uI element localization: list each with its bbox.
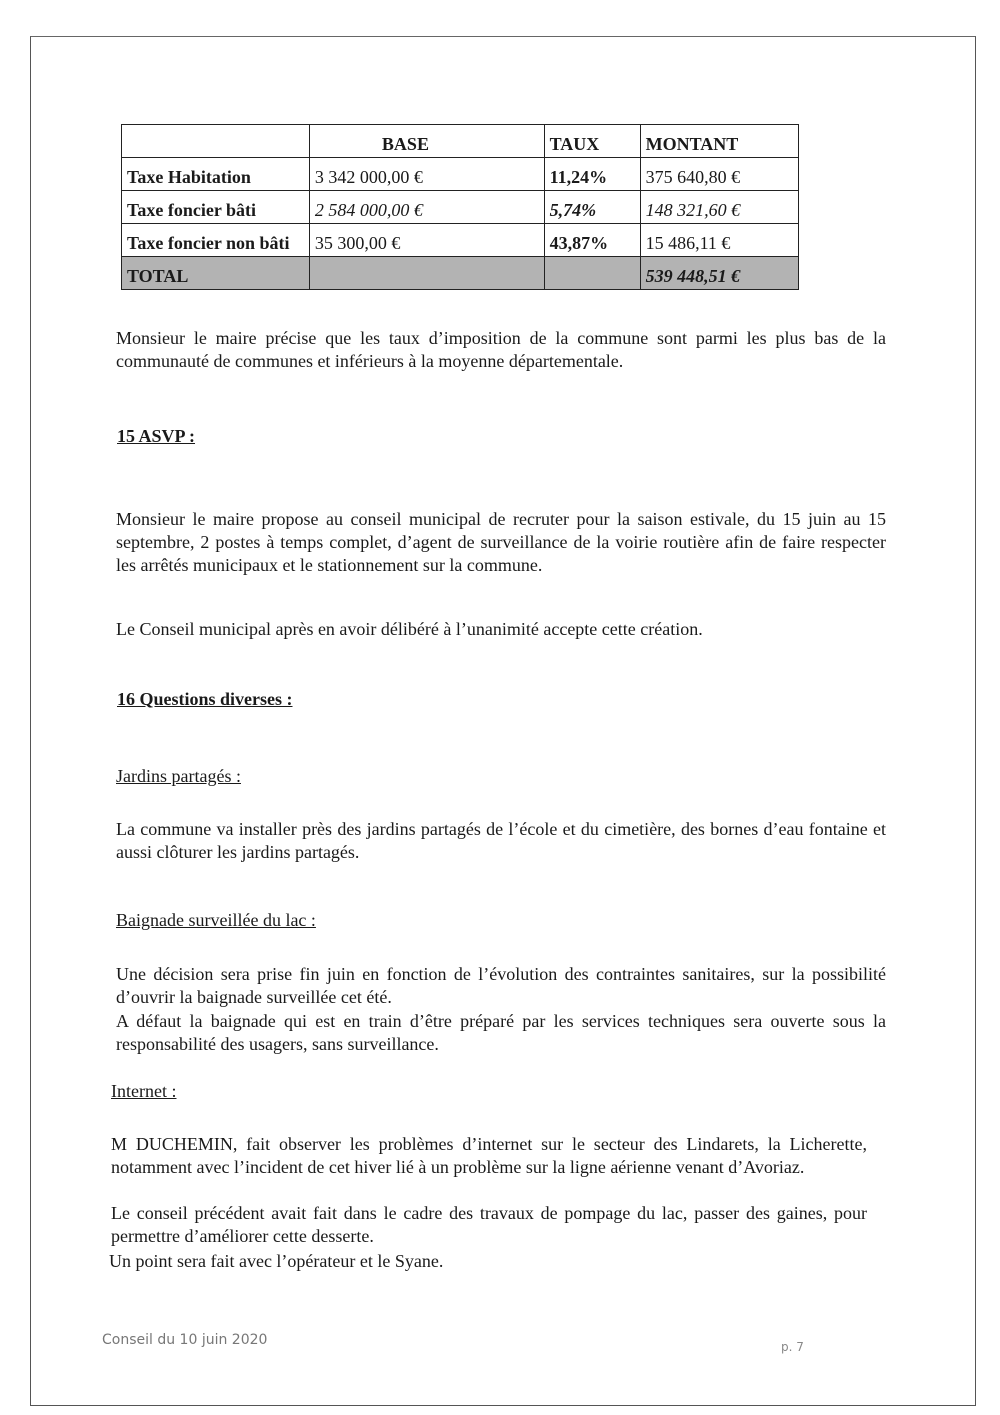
baignade-paragraph-1: Une décision sera prise fin juin en fonction de l’évolution des contraintes sanitaires, sur la possibilité d’ouvrir la baignade surveillée cet été.: [116, 964, 886, 1007]
table-row: [122, 224, 799, 257]
internet-heading: Internet :: [111, 1081, 177, 1101]
internet-paragraph-1: M DUCHEMIN, fait observer les problèmes d’internet sur le secteur des Lindarets, la Licherette, notamment avec l’incident de cet hiver lié à un problème sur la ligne aérienne venant d’Avoriaz.: [111, 1134, 867, 1177]
table-row: [122, 158, 799, 191]
row-label: Taxe foncier bâti: [122, 191, 310, 224]
header-taux: TAUX: [544, 125, 640, 158]
row-label: Taxe foncier non bâti: [122, 224, 310, 257]
total-label: TOTAL: [122, 257, 310, 290]
asvp-paragraph: Monsieur le maire propose au conseil municipal de recruter pour la saison estivale, du 15 juin au 15 septembre, 2 postes à temps complet, d’agent de surveillance de la voirie routière afin de faire respecter les arrêtés municipaux et le stationnement sur la commune.: [116, 509, 886, 575]
row-base: 3 342 000,00 €: [309, 158, 544, 191]
jardins-paragraph: La commune va installer près des jardins partagés de l’école et du cimetière, des bornes d’eau fontaine et aussi clôturer les jardins partagés.: [116, 819, 886, 862]
header-empty: [122, 125, 310, 158]
table-header-row: [122, 125, 799, 158]
jardins-heading: Jardins partagés :: [116, 766, 241, 786]
table-row: [122, 191, 799, 224]
row-montant: 375 640,80 €: [640, 158, 798, 191]
total-taux-empty: [544, 257, 640, 290]
taux-note-paragraph: Monsieur le maire précise que les taux d’imposition de la commune sont parmi les plus bas de la communauté de communes et inférieurs à la moyenne départementale.: [116, 328, 886, 371]
row-montant: 148 321,60 €: [640, 191, 798, 224]
row-taux: 5,74%: [544, 191, 640, 224]
row-label: Taxe Habitation: [122, 158, 310, 191]
header-montant: MONTANT: [640, 125, 798, 158]
row-base: 2 584 000,00 €: [309, 191, 544, 224]
questions-heading: 16 Questions diverses :: [117, 689, 293, 709]
baignade-heading: Baignade surveillée du lac :: [116, 910, 316, 930]
row-taux: 11,24%: [544, 158, 640, 191]
internet-paragraph-2: Le conseil précédent avait fait dans le cadre des travaux de pompage du lac, passer des gaines, pour permettre d’améliorer cette desserte.: [111, 1203, 867, 1246]
table-total-row: [122, 257, 799, 290]
row-taux: 43,87%: [544, 224, 640, 257]
header-base: BASE: [309, 125, 544, 158]
footer-meeting-date: Conseil du 10 juin 2020: [102, 1332, 268, 1348]
tax-table: [121, 124, 799, 290]
row-montant: 15 486,11 €: [640, 224, 798, 257]
baignade-paragraph-2: A défaut la baignade qui est en train d’être préparé par les services techniques sera ouverte sous la responsabilité des usagers, sans surveillance.: [116, 1011, 886, 1054]
total-base-empty: [309, 257, 544, 290]
internet-paragraph-3: Un point sera fait avec l’opérateur et le Syane.: [109, 1251, 444, 1271]
footer-page-number: p. 7: [781, 1340, 804, 1354]
total-montant: 539 448,51 €: [640, 257, 798, 290]
row-base: 35 300,00 €: [309, 224, 544, 257]
asvp-heading: 15 ASVP :: [117, 426, 196, 446]
asvp-decision-paragraph: Le Conseil municipal après en avoir délibéré à l’unanimité accepte cette création.: [116, 619, 703, 639]
